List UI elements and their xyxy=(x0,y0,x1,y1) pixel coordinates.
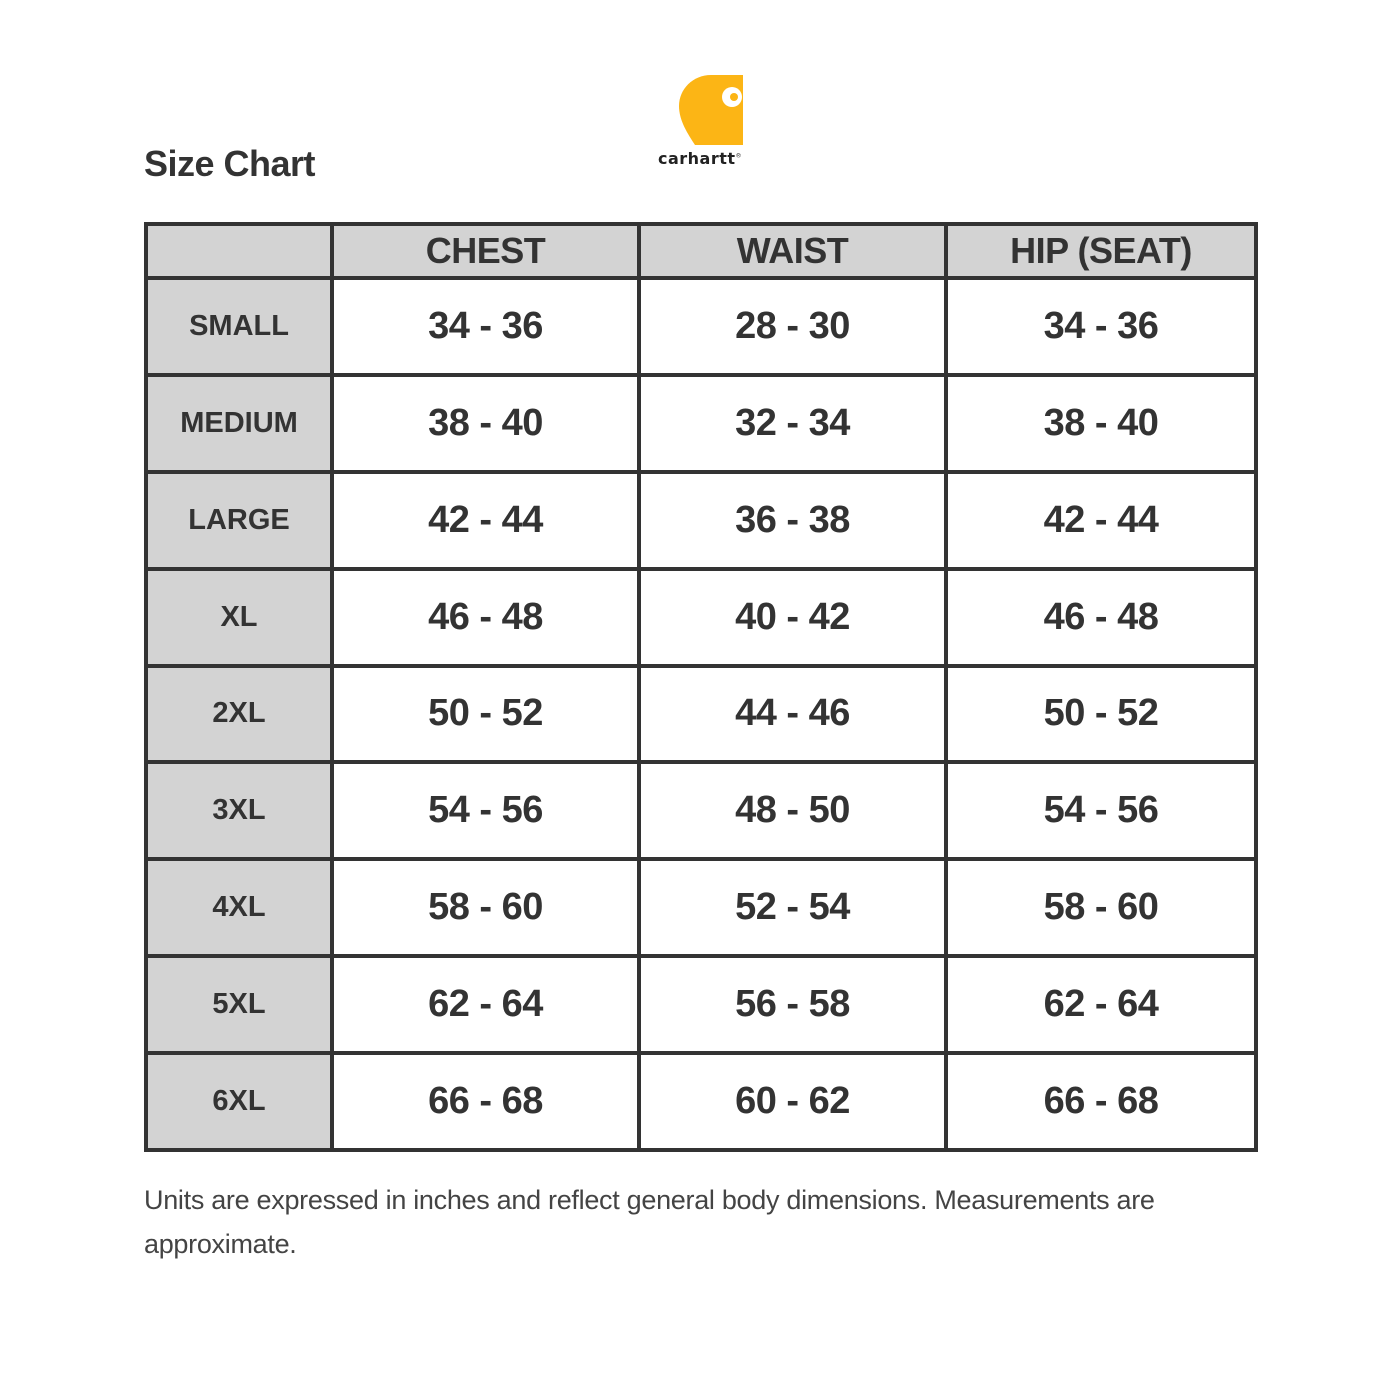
table-row xyxy=(146,1053,1256,1150)
header-hip: HIP (SEAT) xyxy=(946,224,1256,278)
size-label: 3XL xyxy=(146,762,332,859)
table-row xyxy=(146,956,1256,1053)
chest-value: 34 - 36 xyxy=(332,278,639,375)
hip-value: 62 - 64 xyxy=(946,956,1256,1053)
hip-value: 66 - 68 xyxy=(946,1053,1256,1150)
chest-value: 50 - 52 xyxy=(332,666,639,763)
table-header-row xyxy=(146,224,1256,278)
hip-value: 58 - 60 xyxy=(946,859,1256,956)
chest-value: 66 - 68 xyxy=(332,1053,639,1150)
page-title: Size Chart xyxy=(144,143,316,184)
size-label: LARGE xyxy=(146,472,332,569)
header-waist: WAIST xyxy=(639,224,946,278)
table-row xyxy=(146,666,1256,763)
size-label: 4XL xyxy=(146,859,332,956)
table-row xyxy=(146,278,1256,375)
brand-wordmark xyxy=(648,149,752,168)
waist-value: 52 - 54 xyxy=(639,859,946,956)
waist-value: 60 - 62 xyxy=(639,1053,946,1150)
hip-value: 50 - 52 xyxy=(946,666,1256,763)
table-row xyxy=(146,569,1256,666)
table-row xyxy=(146,472,1256,569)
chest-value: 62 - 64 xyxy=(332,956,639,1053)
waist-value: 36 - 38 xyxy=(639,472,946,569)
table-row xyxy=(146,375,1256,472)
chest-value: 54 - 56 xyxy=(332,762,639,859)
waist-value: 40 - 42 xyxy=(639,569,946,666)
size-table xyxy=(144,222,1258,1152)
waist-value: 32 - 34 xyxy=(639,375,946,472)
brand-logo xyxy=(648,72,752,172)
chest-value: 46 - 48 xyxy=(332,569,639,666)
waist-value: 28 - 30 xyxy=(639,278,946,375)
chest-value: 58 - 60 xyxy=(332,859,639,956)
hip-value: 38 - 40 xyxy=(946,375,1256,472)
size-label: 6XL xyxy=(146,1053,332,1150)
hip-value: 42 - 44 xyxy=(946,472,1256,569)
waist-value: 56 - 58 xyxy=(639,956,946,1053)
hip-value: 54 - 56 xyxy=(946,762,1256,859)
size-label: SMALL xyxy=(146,278,332,375)
header-chest: CHEST xyxy=(332,224,639,278)
hip-value: 46 - 48 xyxy=(946,569,1256,666)
header-corner xyxy=(146,224,332,278)
table-row xyxy=(146,762,1256,859)
size-label: 2XL xyxy=(146,666,332,763)
trademark-symbol: ® xyxy=(735,152,743,160)
footnote: Units are expressed in inches and reflect general body dimensions. Measurements are approximate. xyxy=(144,1185,1155,1259)
waist-value: 44 - 46 xyxy=(639,666,946,763)
size-label: 5XL xyxy=(146,956,332,1053)
hip-value: 34 - 36 xyxy=(946,278,1256,375)
size-label: XL xyxy=(146,569,332,666)
table-row xyxy=(146,859,1256,956)
carhartt-c-logo-icon xyxy=(679,75,743,145)
chest-value: 42 - 44 xyxy=(332,472,639,569)
brand-name: carhartt xyxy=(657,149,736,168)
chest-value: 38 - 40 xyxy=(332,375,639,472)
size-label: MEDIUM xyxy=(146,375,332,472)
waist-value: 48 - 50 xyxy=(639,762,946,859)
